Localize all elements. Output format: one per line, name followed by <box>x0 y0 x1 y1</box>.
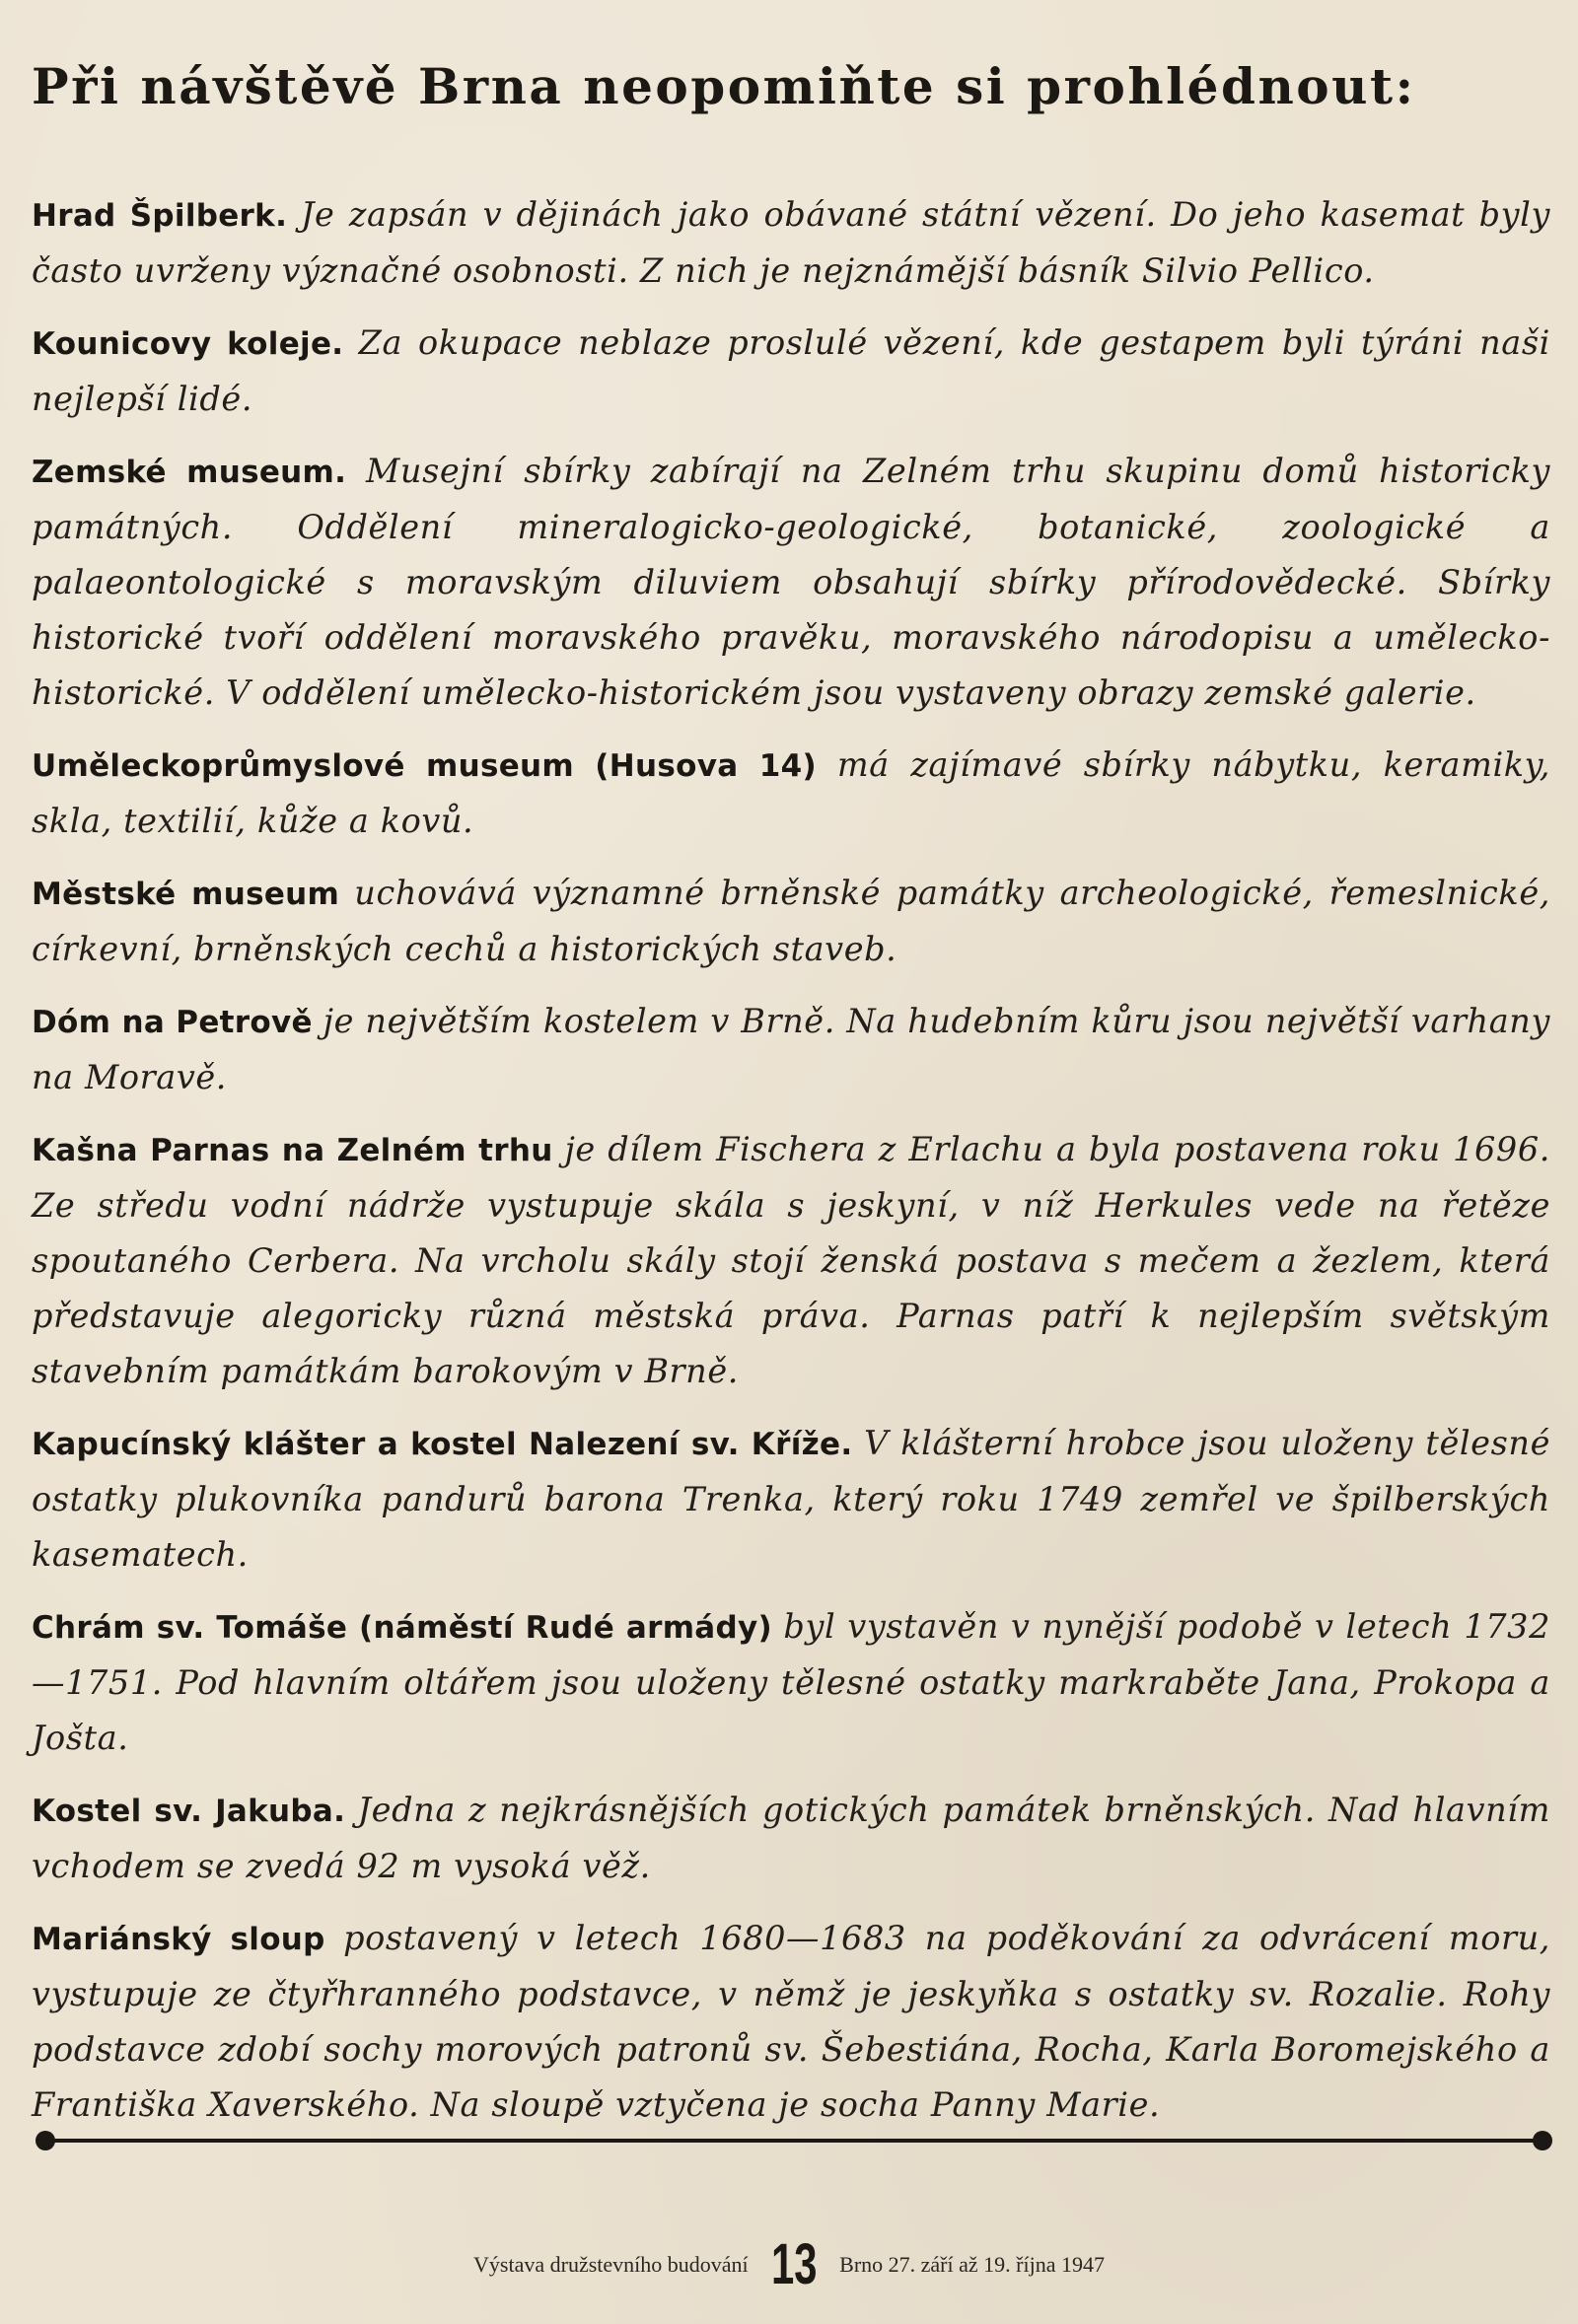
sights-list <box>32 187 1550 2149</box>
page-number: 13 <box>770 2232 818 2296</box>
page-title: Při návštěvě Brna neopomiňte si prohlédnout: <box>32 57 1416 115</box>
entry-umeleckoprumyslove-museum <box>32 738 1550 849</box>
entry-heading: Kašna Parnas na Zelném trhu <box>32 1133 553 1168</box>
entry-description: Za okupace neblaze proslulé vězení, kde gestapem byli týráni naši nejlepší lidé. <box>32 323 1550 418</box>
entry-description: V klášterní hrobce jsou uloženy tělesné ostatky plukovníka pandurů barona Trenka, který roku 1749 zemřel ve špilberských kasematech. <box>32 1424 1550 1574</box>
entry-kasna-parnas <box>32 1122 1550 1399</box>
entry-zemske-museum <box>32 444 1550 721</box>
page-footer <box>0 2230 1578 2299</box>
entry-heading: Uměleckoprůmyslové museum (Husova 14) <box>32 748 817 784</box>
entry-description: postavený v letech 1680—1683 na poděkování za odvrácení moru, vystupuje ze čtyřhranného podstavce, v němž je jeskyňka s ostatky sv. Rozalie. Rohy podstavce zdobí sochy morových patronů sv. Šebestiána, Rocha, Karla Boromejského a Františka Xaverského. Na sloupě vztyčena je socha Panny Marie. <box>32 1919 1550 2124</box>
footer-dates: Brno 27. září až 19. října 1947 <box>839 2252 1105 2277</box>
entry-mariansky-sloup <box>32 1911 1550 2133</box>
entry-description: Je zapsán v dějinách jako obávané státní vězení. Do jeho kasemat byly často uvrženy význačné osobnosti. Z nich je nejznámější básník Silvio Pellico. <box>32 195 1550 290</box>
entry-spilberk <box>32 187 1550 299</box>
entry-description: je největším kostelem v Brně. Na hudebním kůru jsou největší varhany na Moravě. <box>32 1002 1551 1096</box>
entry-heading: Chrám sv. Tomáše (náměstí Rudé armády) <box>32 1610 772 1646</box>
entry-description: Jedna z nejkrásnějších gotických památek brněnských. Nad hlavním vchodem se zvedá 92 m vysoká věž. <box>32 1791 1550 1885</box>
entry-heading: Kounicovy koleje. <box>32 326 344 362</box>
entry-dom-na-petrove <box>32 994 1550 1105</box>
entry-heading: Mariánský sloup <box>32 1922 325 1957</box>
divider-right-dot-icon <box>1533 2131 1552 2150</box>
entry-heading: Kapucínský klášter a kostel Nalezení sv. Kříže. <box>32 1427 853 1462</box>
divider-left-dot-icon <box>36 2131 55 2150</box>
entry-chram-sv-tomase <box>32 1599 1550 1766</box>
entry-description: byl vystavěn v nynější podobě v letech 1732—1751. Pod hlavním oltářem jsou uloženy tělesné ostatky markraběte Jana, Prokopa a Jošta. <box>32 1607 1550 1757</box>
entry-heading: Hrad Špilberk. <box>32 198 288 234</box>
entry-kounicovy-koleje <box>32 316 1550 427</box>
entry-mestske-museum <box>32 866 1550 977</box>
entry-heading: Zemské museum. <box>32 455 347 490</box>
entry-kapucinsky-klaster <box>32 1416 1550 1583</box>
entry-heading: Kostel sv. Jakuba. <box>32 1794 346 1829</box>
entry-description: Musejní sbírky zabírají na Zelném trhu skupinu domů historicky památných. Oddělení mineralogicko-geologické, botanické, zoologické a palaeontologické s moravským diluviem obsahují sbírky přírodovědecké. Sbírky historické tvoří oddělení moravského pravěku, moravského národopisu a umělecko-historické. V oddělení umělecko-historickém jsou vystaveny obrazy zemské galerie. <box>32 452 1551 712</box>
footer-exhibition-title: Výstava družstevního budování <box>473 2252 749 2277</box>
entry-kostel-sv-jakuba <box>32 1783 1550 1894</box>
divider-rule <box>41 2139 1544 2143</box>
entry-description: má zajímavé sbírky nábytku, keramiky, skla, textilií, kůže a kovů. <box>32 745 1550 840</box>
entry-heading: Dóm na Petrově <box>32 1005 313 1040</box>
entry-heading: Městské museum <box>32 877 340 912</box>
entry-description: uchovává významné brněnské památky archeologické, řemeslnické, církevní, brněnských cechů a historických staveb. <box>32 874 1550 968</box>
entry-description: je dílem Fischera z Erlachu a byla postavena roku 1696. Ze středu vodní nádrže vystupuje skála s jeskyní, v níž Herkules vede na řetěze spoutaného Cerbera. Na vrcholu skály stojí ženská postava s mečem a žezlem, která představuje alegoricky různá městská práva. Parnas patří k nejlepším světským stavebním památkám barokovým v Brně. <box>32 1130 1550 1390</box>
